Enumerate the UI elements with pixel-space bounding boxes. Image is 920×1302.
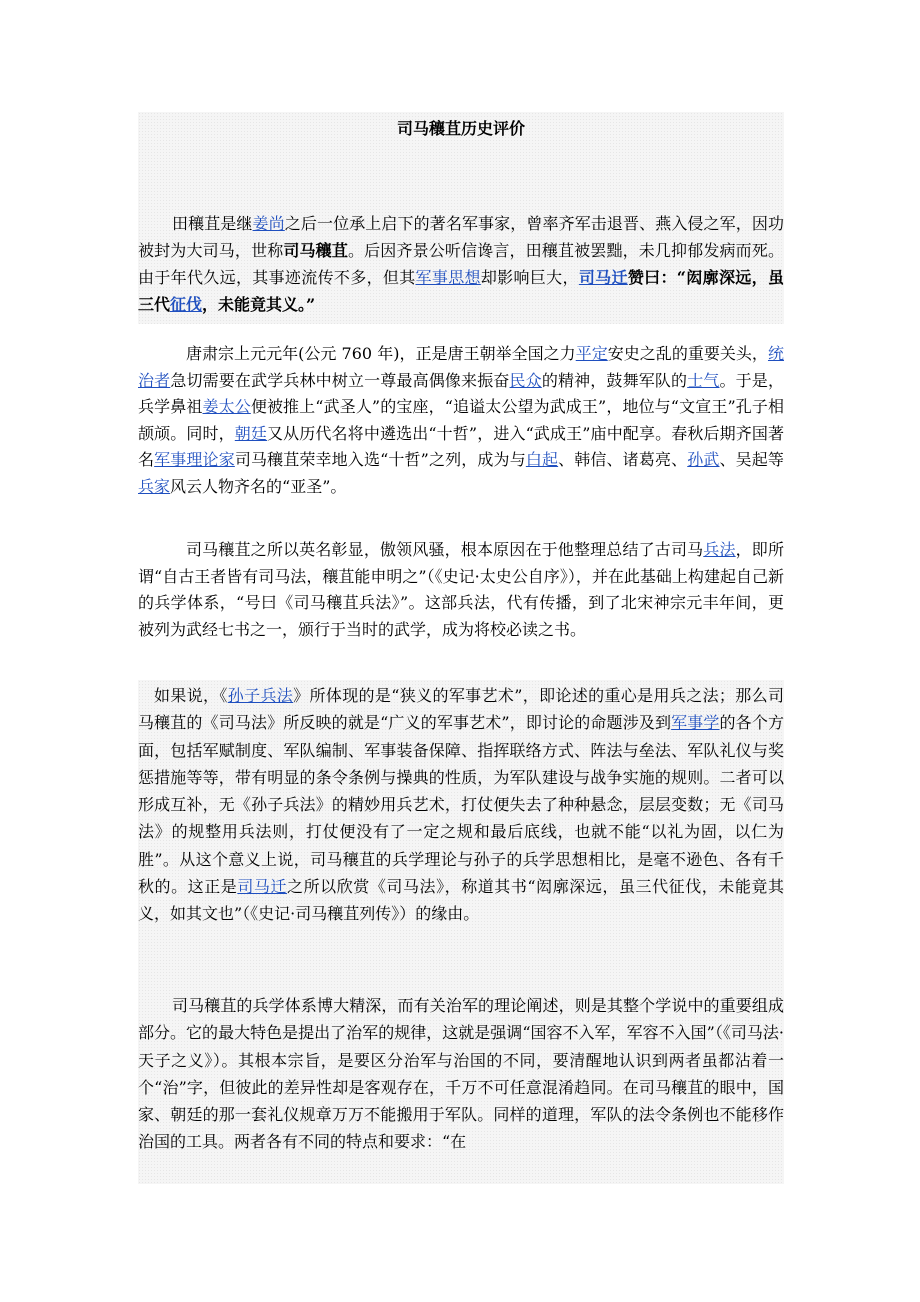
- link-military-science[interactable]: 军事学: [671, 713, 720, 733]
- link-court[interactable]: 朝廷: [234, 423, 268, 443]
- paragraph-tang: [138, 341, 784, 500]
- paragraph-army-governance: [138, 992, 784, 1156]
- text-run: 田穰苴是继: [172, 214, 253, 233]
- page-title: 司马穰苴历史评价: [396, 119, 525, 138]
- text-run: 便被推上“武圣人”的宝座，“追谥太公望为武成王”，地位与“文宣王”孔子相颉颃。同时，: [138, 397, 784, 443]
- text-run: 又从历代名将中遴选出“十哲”，进入“武成王”庙中配享。春秋后期齐国著名: [138, 423, 784, 469]
- text-run: 、吴起等: [719, 450, 784, 469]
- bold-text: 司马穰苴: [283, 241, 348, 260]
- text-run: 唐肃宗上元元年(公元 760 年)，正是唐王朝举全国之力: [186, 344, 576, 363]
- text-run: 司马穰苴荣幸地入选“十哲”之列，成为与: [234, 450, 526, 469]
- text-run: 的各个方面，包括军赋制度、军队编制、军事装备保障、指挥联络方式、阵法与垒法、军队礼仪与奖惩措施等等，带有明显的条令条例与操典的性质，为军队建设与战争实施的规则。二者可以形成互补，无《孙子兵法》的精妙用兵艺术，打仗便失去了种种悬念，层层变数；无《司马法》的规整用兵法则，打仗便没有了一定之规和最后底线，也就不能“以礼为固，以仁为胜”。从这个意义上说，司马穰苴的兵学理论与孙子的兵学思想相比，是毫不逊色、各有千秋的。这正是: [138, 713, 784, 897]
- text-run: 之后一位承上启下的著名军事家，曾率齐军击退晋、燕入侵之军，因功被封为大司马，世称: [138, 214, 784, 260]
- bold-text: ，未能竟其义。”: [202, 295, 316, 314]
- paragraph-fame: [138, 537, 784, 643]
- text-run: 。后因齐景公听信谗言，田穰苴被罢黜，未几抑郁发病而死。由于年代久远，其事迹流传不多，但其: [138, 241, 784, 287]
- bold-text: 赞曰：“闳廓深远，虽三代: [138, 268, 784, 314]
- link-morale[interactable]: 士气: [687, 370, 720, 390]
- text-run: 司马穰苴之所以英名彰显，傲领风骚，根本原因在于他整理总结了古司马: [186, 540, 704, 559]
- text-run: ，即所谓“自古王者皆有司马法，穰苴能申明之”（《史记·太史公自序》），并在此基础上构建起自己新的兵学体系，“号曰《司马穰苴兵法》”。这部兵法，代有传播，到了北宋神宗元丰年间，更被列为武经七书之一，颁行于当时的武学，成为将校必读之书。: [138, 540, 784, 639]
- lower-block: [138, 680, 784, 1184]
- link-bai-qi[interactable]: 白起: [525, 450, 559, 469]
- text-run: 、韩信、诸葛亮、: [558, 450, 688, 469]
- link-bingjia[interactable]: 兵家: [138, 476, 171, 496]
- link-military-thought[interactable]: 军事思想: [415, 268, 481, 287]
- link-sun-wu[interactable]: 孙武: [687, 450, 720, 469]
- text-run: 的精神，鼓舞军队的: [541, 370, 688, 390]
- link-jiang-taigong[interactable]: 姜太公: [202, 397, 251, 416]
- text-run: 之所以欣赏《司马法》，称道其书“闳廓深远，虽三代征伐，未能竟其义，如其文也”（《史记·司马穰苴列传》）的缘由。: [138, 877, 784, 924]
- link-people[interactable]: 民众: [509, 370, 542, 390]
- text-run: 》所体现的是“狭义的军事艺术”，即论述的重心是用兵之法；那么司马穰苴的《司马法》所反映的就是“广义的军事艺术”，即讨论的命题涉及到: [138, 686, 784, 733]
- link-military-theorist[interactable]: 军事理论家: [154, 450, 235, 469]
- link-sima-qian[interactable]: 司马迁: [578, 268, 628, 287]
- link-sima-qian-2[interactable]: 司马迁: [237, 877, 288, 897]
- text-run: 安史之乱的重要关头，: [607, 344, 768, 363]
- text-run: 司马穰苴的兵学体系博大精深，而有关治军的理论阐述，则是其整个学说中的重要组成部分。它的最大特色是提出了治军的规律，这就是强调“国容不入军，军容不入国”（《司马法·天子之义》）。其根本宗旨，是要区分治军与治国的不同，要清醒地认识到两者虽都沾着一个“治”字，但彼此的差异性却是客观存在，千万不可任意混淆趋同。在司马穰苴的眼中，国家、朝廷的那一套礼仪规章万万不能搬用于军队。同样的道理，军队的法令条例也不能移作治国的工具。两者各有不同的特点和要求：“在: [138, 996, 784, 1152]
- text-run: 急切需要在武学兵林中树立一尊最高偶像来振奋: [170, 370, 510, 390]
- text-run: 。于是，兵学鼻祖: [138, 370, 784, 416]
- link-sunzi-bingfa[interactable]: 孙子兵法: [227, 686, 294, 705]
- paragraph-intro: [138, 210, 784, 318]
- link-bingfa[interactable]: 兵法: [703, 540, 736, 559]
- text-run: 风云人物齐名的“亚圣”。: [170, 476, 347, 496]
- link-jiang-shang[interactable]: 姜尚: [252, 214, 285, 233]
- text-run: 如果说，《: [154, 686, 228, 705]
- link-pingding[interactable]: 平定: [575, 344, 608, 363]
- text-run: 却影响巨大，: [480, 268, 579, 287]
- link-rulers[interactable]: 统治者: [138, 344, 784, 390]
- paragraph-comparison: [138, 682, 784, 928]
- link-zhengfa[interactable]: 征伐: [170, 295, 203, 314]
